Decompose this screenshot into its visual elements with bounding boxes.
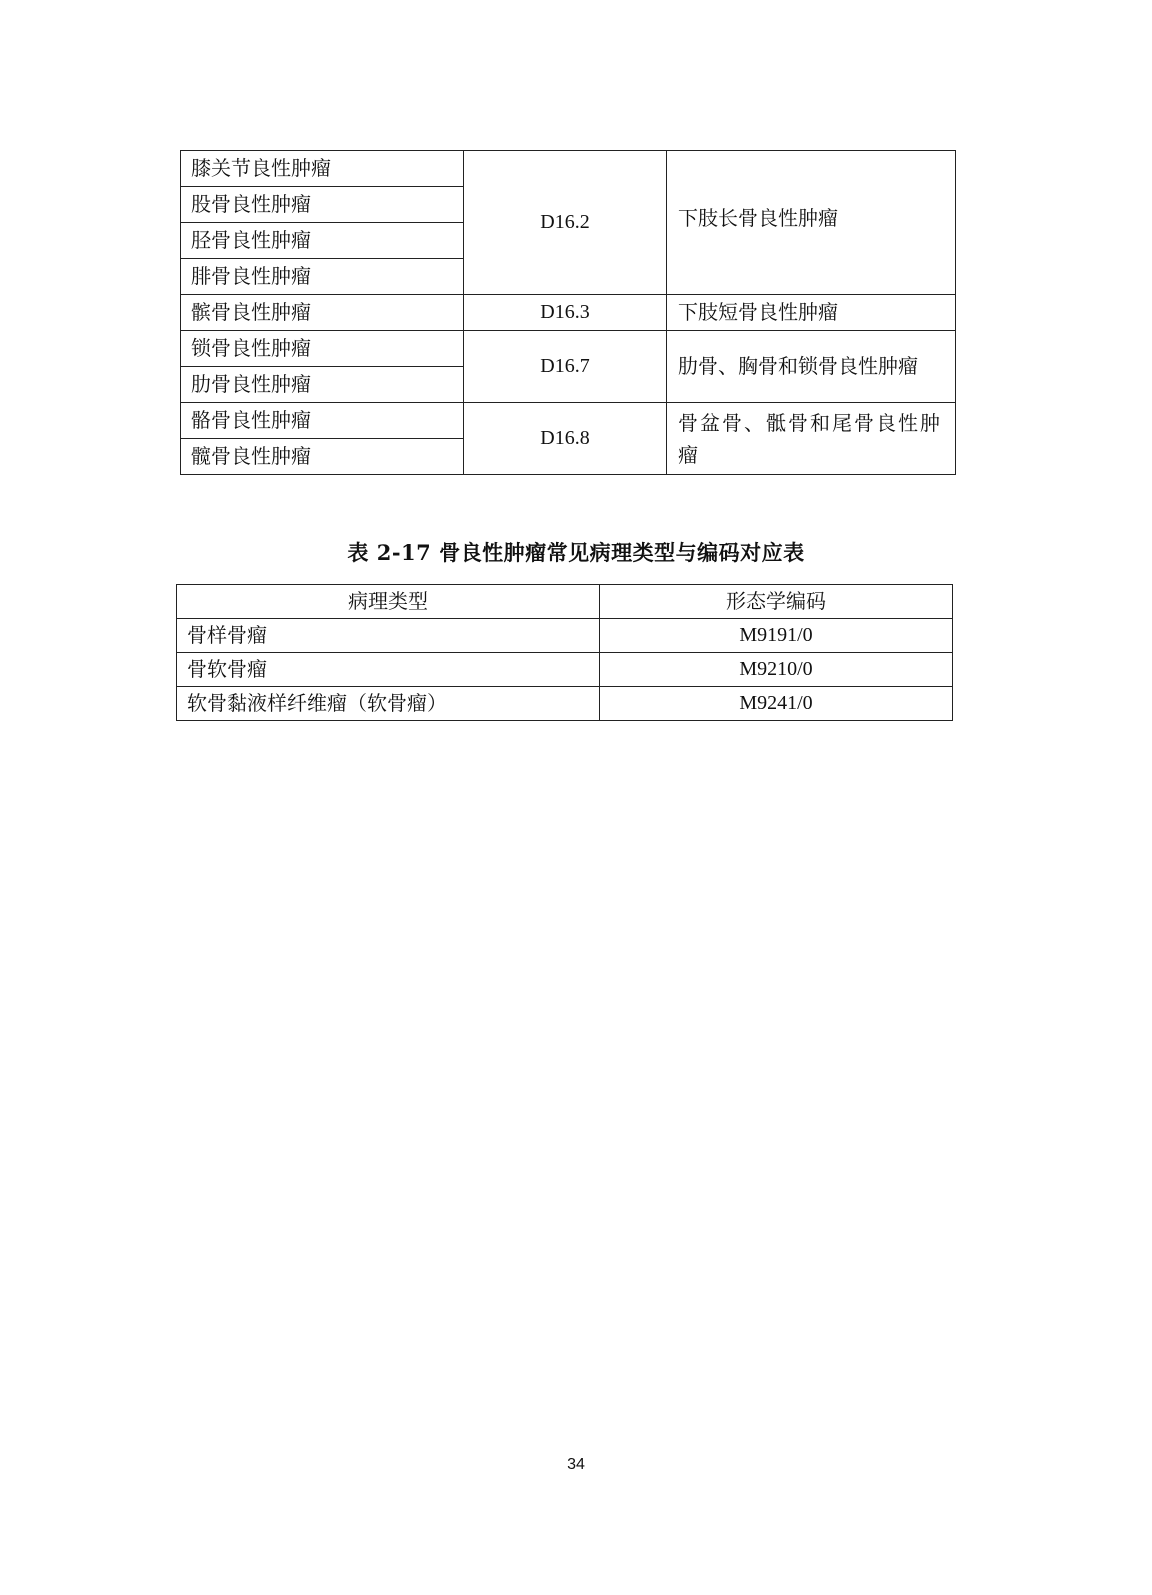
category-cell: 下肢短骨良性肿瘤 bbox=[667, 295, 956, 331]
diagnosis-name-cell: 胫骨良性肿瘤 bbox=[181, 223, 464, 259]
table-row bbox=[181, 403, 956, 439]
table-header-row bbox=[177, 585, 953, 619]
morphology-code-cell: M9241/0 bbox=[600, 687, 953, 721]
morphology-code-cell: M9191/0 bbox=[600, 619, 953, 653]
diagnosis-name-cell: 膝关节良性肿瘤 bbox=[181, 151, 464, 187]
pathology-type-cell: 软骨黏液样纤维瘤（软骨瘤） bbox=[177, 687, 600, 721]
icd-code-cell: D16.3 bbox=[464, 295, 667, 331]
table-row bbox=[181, 151, 956, 187]
diagnosis-name-cell: 股骨良性肿瘤 bbox=[181, 187, 464, 223]
category-cell: 肋骨、胸骨和锁骨良性肿瘤 bbox=[667, 331, 956, 403]
table-row bbox=[181, 295, 956, 331]
pathology-type-cell: 骨样骨瘤 bbox=[177, 619, 600, 653]
icd-code-cell: D16.2 bbox=[464, 151, 667, 295]
pathology-type-cell: 骨软骨瘤 bbox=[177, 653, 600, 687]
diagnosis-name-cell: 腓骨良性肿瘤 bbox=[181, 259, 464, 295]
diagnosis-code-table bbox=[180, 150, 956, 475]
column-header-pathology-type: 病理类型 bbox=[177, 585, 600, 619]
page-number: 34 bbox=[567, 1456, 585, 1473]
icd-code-cell: D16.7 bbox=[464, 331, 667, 403]
category-cell: 下肢长骨良性肿瘤 bbox=[667, 151, 956, 295]
diagnosis-name-cell: 髌骨良性肿瘤 bbox=[181, 295, 464, 331]
diagnosis-name-cell: 肋骨良性肿瘤 bbox=[181, 367, 464, 403]
table-row bbox=[177, 653, 953, 687]
pathology-code-table bbox=[176, 584, 953, 721]
column-header-morphology-code: 形态学编码 bbox=[600, 585, 953, 619]
diagnosis-name-cell: 髋骨良性肿瘤 bbox=[181, 439, 464, 475]
table-caption: 表 2-17 骨良性肿瘤常见病理类型与编码对应表 bbox=[347, 540, 805, 565]
diagnosis-name-cell: 骼骨良性肿瘤 bbox=[181, 403, 464, 439]
table-row bbox=[177, 619, 953, 653]
diagnosis-name-cell: 锁骨良性肿瘤 bbox=[181, 331, 464, 367]
table-row bbox=[177, 687, 953, 721]
table-row bbox=[181, 331, 956, 367]
category-cell: 骨盆骨、骶骨和尾骨良性肿瘤 bbox=[667, 403, 956, 475]
icd-code-cell: D16.8 bbox=[464, 403, 667, 475]
morphology-code-cell: M9210/0 bbox=[600, 653, 953, 687]
